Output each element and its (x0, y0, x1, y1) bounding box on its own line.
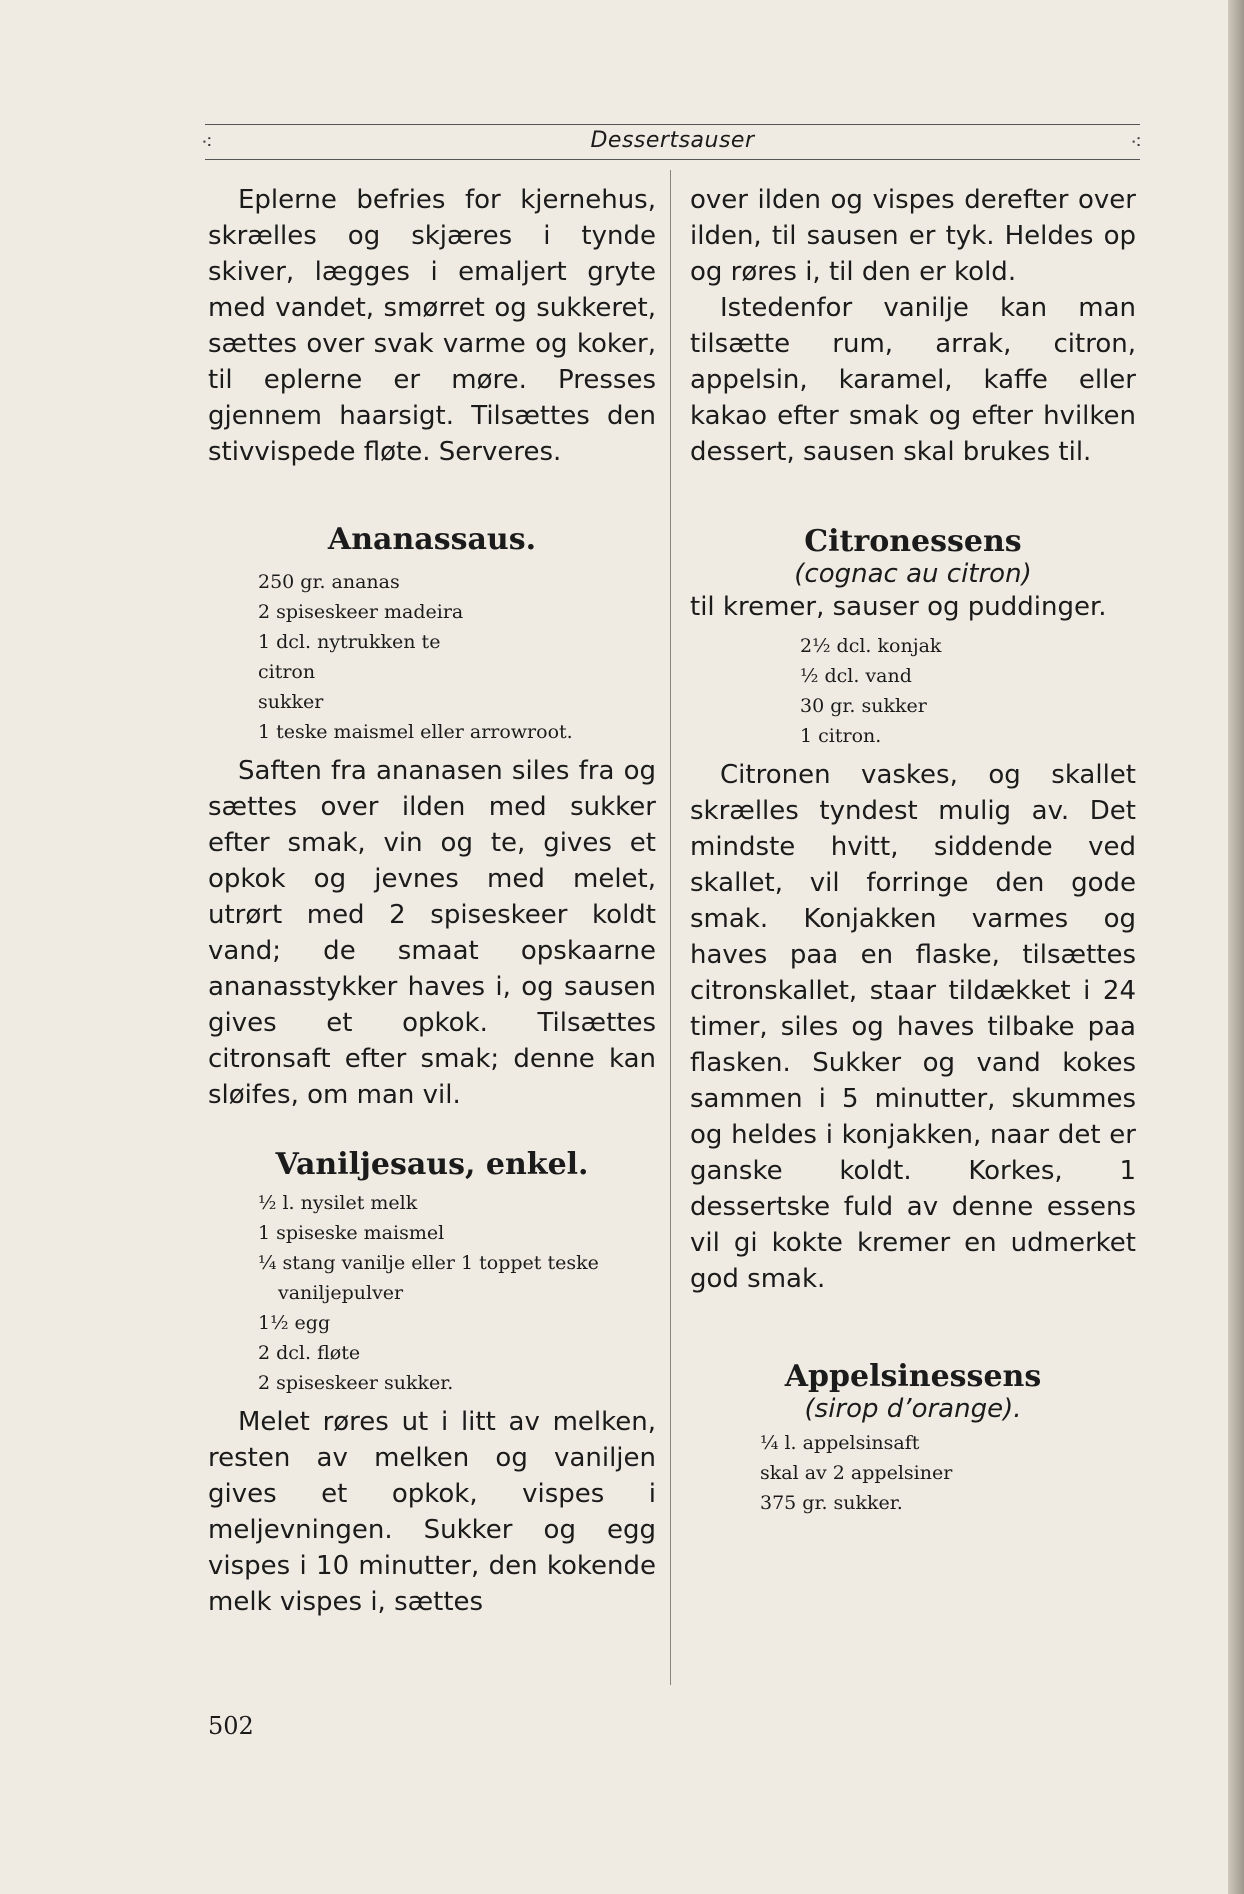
intro-paragraph: Eplerne befries for kjernehus, skrælles og skjæres i tynde skiver, lægges i emaljert gryte med vandet, smørret og sukkeret, sættes over svak varme og koker, til eplerne er møre. Presses gjennem haarsigt. Tilsættes den stivvispede fløte. Serveres. (208, 185, 656, 467)
ingredient-item: 1 spiseske maismel (258, 1222, 445, 1244)
note-paragraph: Istedenfor vanilje kan man tilsætte rum, arrak, citron, appelsin, karamel, kaffe eller kakao efter smak og efter hvilken dessert, sausen skal brukes til. (690, 293, 1136, 467)
ingredient-item: citron (258, 661, 316, 683)
method-ananassaus: Saften fra ananasen siles fra og sættes over ilden med sukker efter smak, vin og te, gives et opkok og jevnes med melet, utrørt med 2 spiseskeer koldt vand; de smaat opskaarne ananasstykker haves i, og sausen gives et opkok. Tilsættes citronsaft efter smak; denne kan sløifes, om man vil. (208, 756, 656, 1110)
ingredient-item: ¼ stang vanilje eller 1 toppet teske vaniljepulver (258, 1252, 599, 1304)
page-edge-shadow (1228, 0, 1244, 1894)
ingredient-item: 30 gr. sukker (800, 695, 927, 717)
running-head-title: Dessertsauser (590, 128, 755, 153)
ingredient-item: ½ l. nysilet melk (258, 1192, 418, 1214)
ingredient-item: 2 spiseskeer sukker. (258, 1372, 454, 1394)
ingredient-item: ¼ l. appelsinsaft (760, 1432, 920, 1454)
ingredient-item: 1 teske maismel eller arrowroot. (258, 721, 573, 743)
ingredient-item: 1 citron. (800, 725, 882, 747)
recipe-subtitle-appelsinessens: (sirop d’orange). (804, 1394, 1022, 1424)
ingredient-list-vaniljesaus (258, 1188, 656, 1398)
method-citronessens: Citronen vaskes, og skallet skrælles tyndest mulig av. Det mindste hvitt, siddende ved skallet, vil forringe den gode smak. Konjakken varmes og haves paa en flaske, tilsættes citronskallet, staar tildækket i 24 timer, siles og haves tilbake paa flasken. Sukker og vand kokes sammen i 5 minutter, skummes og heldes i konjakken, naar det er ganske koldt. Korkes, 1 dessertske fuld av denne essens vil gi kokte kremer en udmerket god smak. (690, 760, 1136, 1294)
recipe-subtitle-citronessens: (cognac au citron) (794, 559, 1032, 589)
ingredient-list-citronessens (800, 631, 1136, 751)
usage-citronessens: til kremer, sauser og puddinger. (690, 592, 1107, 622)
ingredient-item: ½ dcl. vand (800, 665, 912, 687)
ornament-left-icon: ⁖ (201, 130, 213, 154)
ingredient-item: skal av 2 appelsiner (760, 1462, 953, 1484)
recipe-title-ananassaus: Ananassaus. (327, 522, 537, 557)
ingredient-item: sukker (258, 691, 324, 713)
page-number: 502 (208, 1712, 254, 1740)
ornament-right-icon: ⁖ (1130, 130, 1142, 154)
ingredient-item: 375 gr. sukker. (760, 1492, 903, 1514)
recipe-title-appelsinessens: Appelsinessens (784, 1359, 1042, 1394)
running-head (201, 124, 1142, 160)
recipe-title-vaniljesaus: Vaniljesaus, enkel. (275, 1147, 589, 1182)
recipe-title-citronessens: Citronessens (804, 524, 1022, 559)
right-column (690, 182, 1136, 1518)
ingredient-item: 2 dcl. fløte (258, 1342, 361, 1364)
ingredient-list-appelsinessens (760, 1428, 1136, 1518)
column-divider (670, 170, 671, 1685)
left-column (208, 182, 656, 1620)
ingredient-item: 2 spiseskeer madeira (258, 601, 464, 623)
continuation-paragraph: over ilden og vispes derefter over ilden, til sausen er tyk. Heldes op og røres i, til den er kold. (690, 185, 1136, 287)
ingredient-item: 1½ egg (258, 1312, 331, 1334)
ingredient-item: 1 dcl. nytrukken te (258, 631, 441, 653)
method-vaniljesaus: Melet røres ut i litt av melken, resten av melken og vaniljen gives et opkok, vispes i meljevningen. Sukker og egg vispes i 10 minutter, den kokende melk vispes i, sættes (208, 1407, 656, 1617)
ingredient-item: 250 gr. ananas (258, 571, 400, 593)
ingredient-list-ananassaus (258, 567, 656, 747)
ingredient-item: 2½ dcl. konjak (800, 635, 942, 657)
